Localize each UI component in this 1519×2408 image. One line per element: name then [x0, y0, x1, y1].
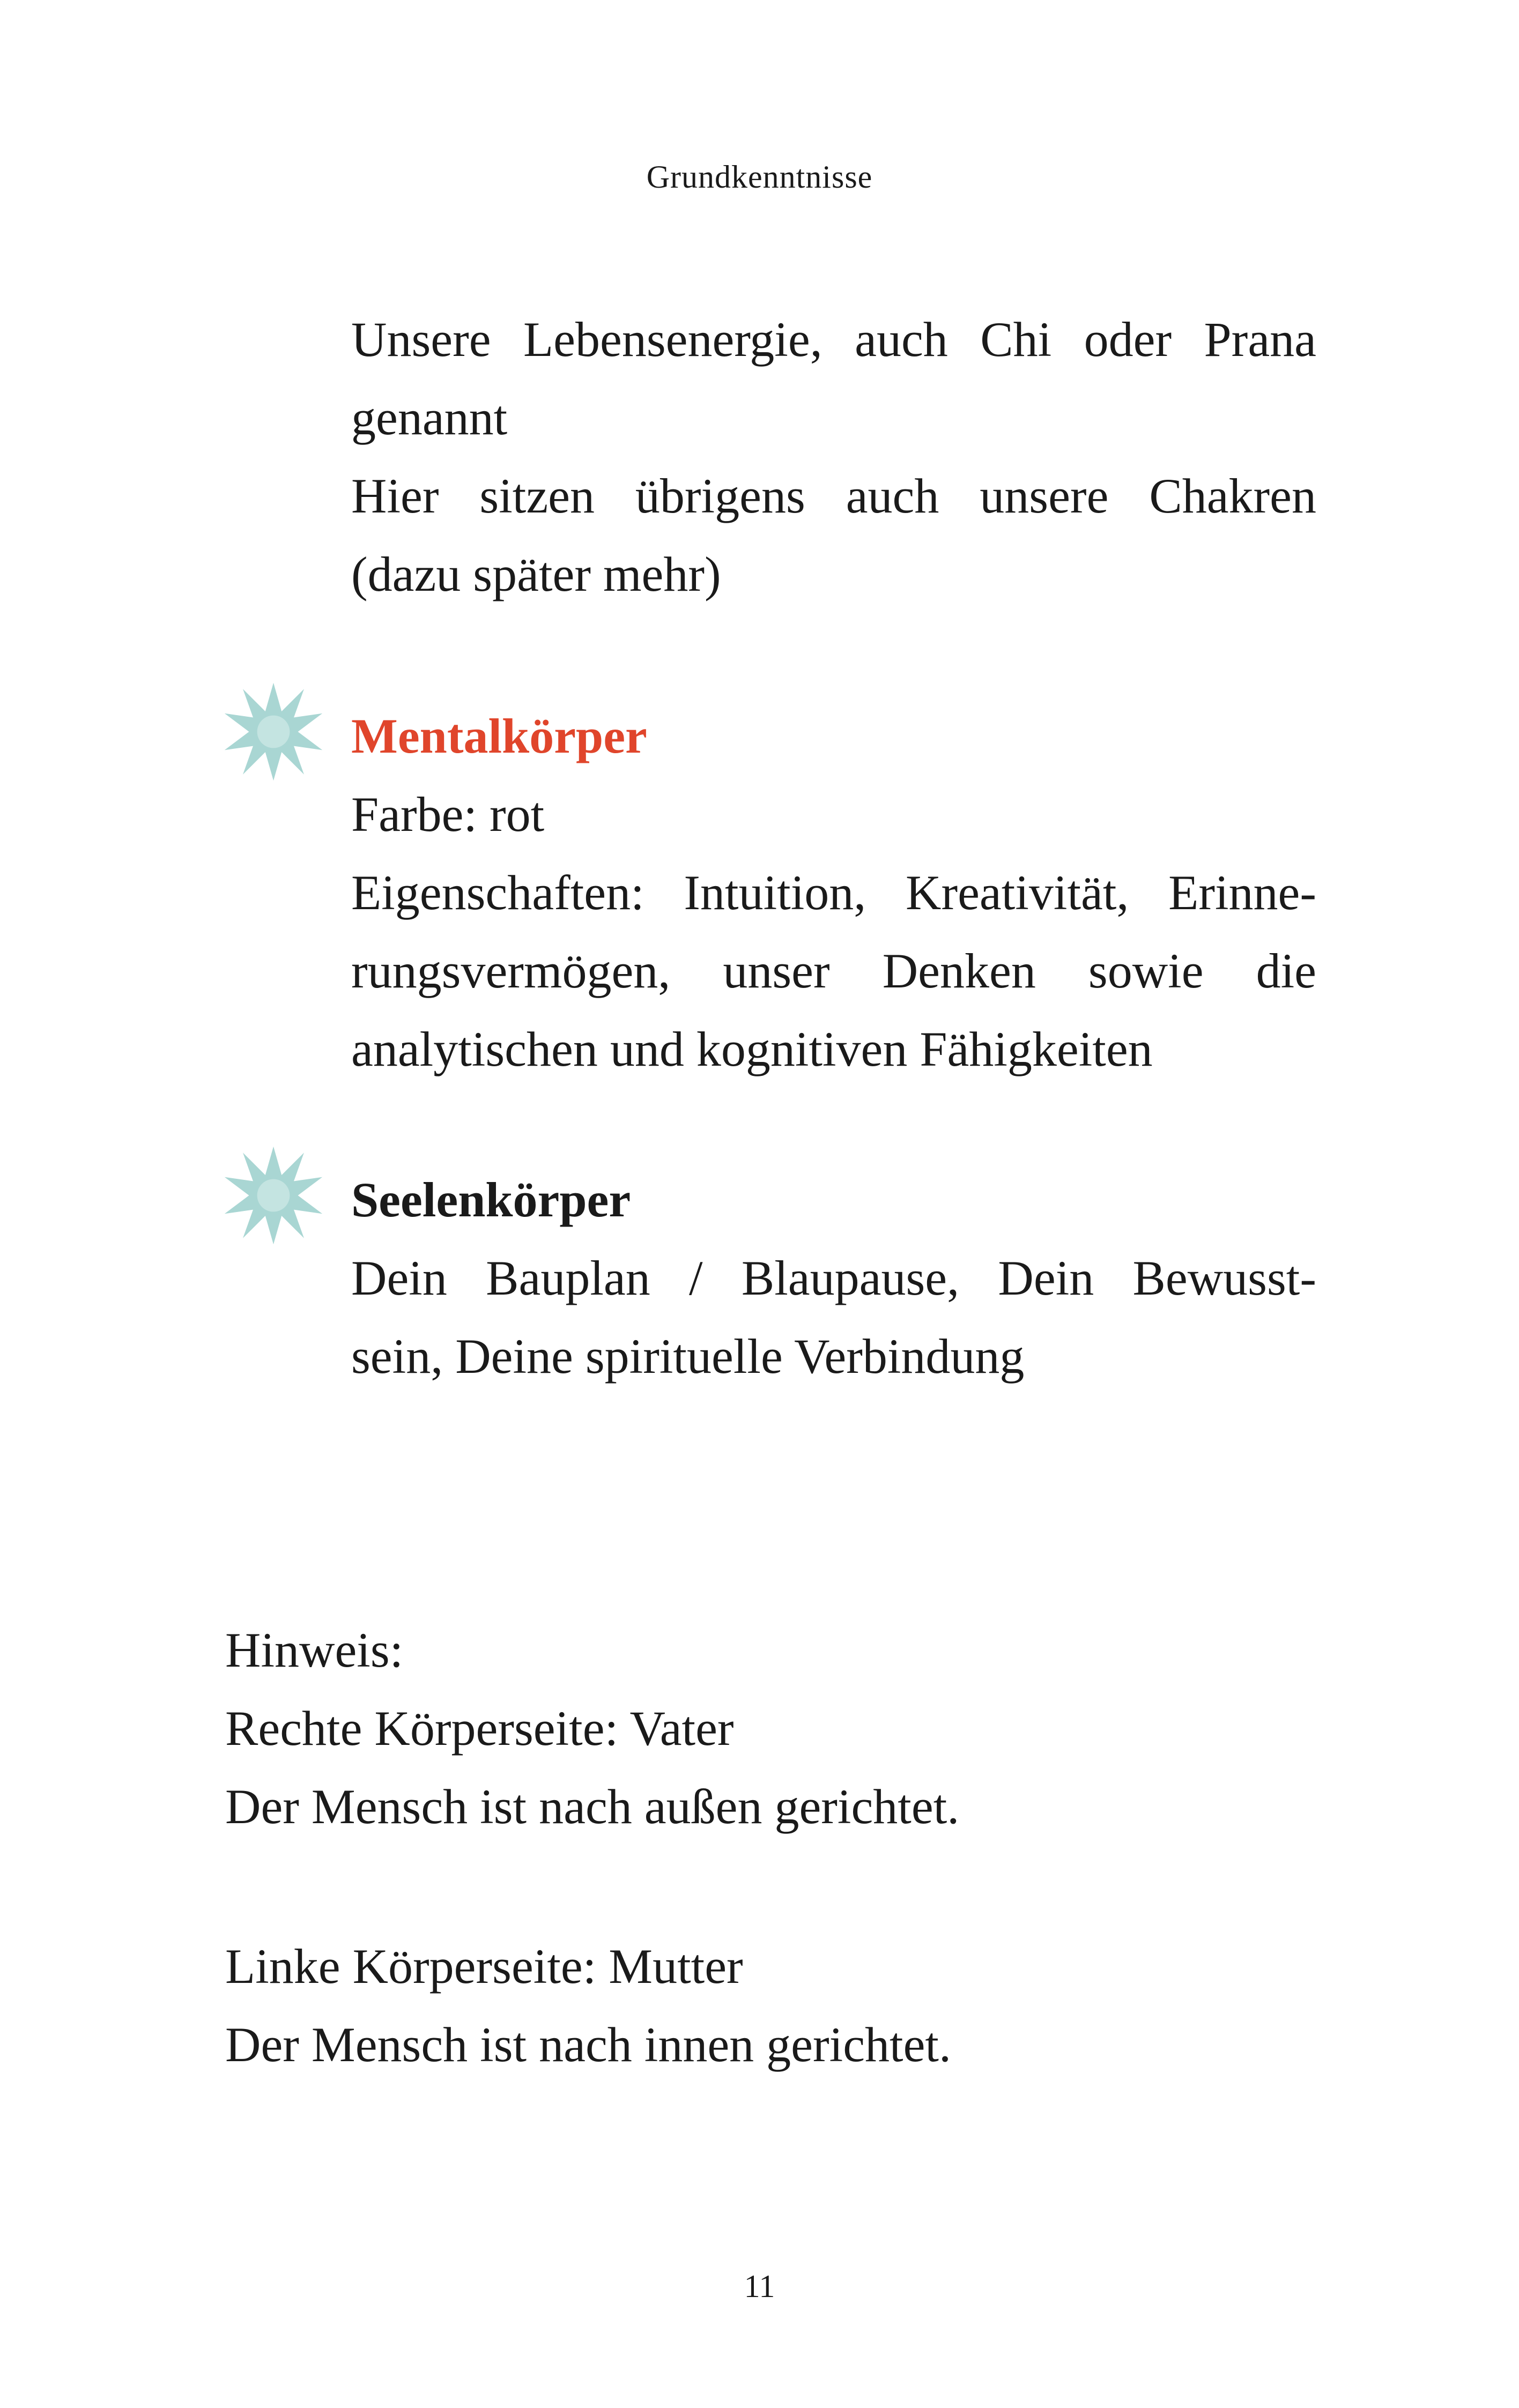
intro-line-3: Hier sitzen übrigens auch unsere Chakren: [351, 469, 1316, 523]
seelen-line-2: sein, Deine spirituelle Verbindung: [351, 1329, 1025, 1384]
intro-line-4: (dazu später mehr): [351, 547, 721, 601]
running-head: Grundkenntnisse: [646, 159, 873, 195]
hint-block-left: [225, 1927, 1351, 2084]
mental-properties-line-3: analytischen und kognitiven Fähigkeiten: [351, 1022, 1153, 1076]
mental-color-line: Farbe: rot: [351, 787, 545, 842]
seelenkoerper-section: [351, 1161, 1316, 1395]
intro-paragraph: [351, 300, 1316, 613]
mental-properties-line-1: Eigenschaften: Intuition, Kreativität, Erinne-: [351, 865, 1316, 920]
hint-right-desc: Der Mensch ist nach außen gerichtet.: [225, 1779, 960, 1834]
seelen-line-1: Dein Bauplan / Blaupause, Dein Bewusst-: [351, 1251, 1316, 1305]
intro-line-1: Unsere Lebensenergie, auch Chi oder Prana: [351, 312, 1316, 367]
hint-block-right: [225, 1611, 1351, 1846]
hint-right-side: Rechte Körperseite: Vater: [225, 1701, 734, 1756]
mentalkoerper-section: [351, 697, 1316, 1088]
hint-left-desc: Der Mensch ist nach innen gerichtet.: [225, 2017, 951, 2072]
page-number: 11: [744, 2269, 775, 2304]
mental-properties-line-2: rungsvermögen, unser Denken sowie die: [351, 943, 1316, 998]
star-burst-icon: [223, 1144, 324, 1246]
star-burst-icon: [223, 681, 324, 783]
hint-label: Hinweis:: [225, 1623, 404, 1677]
intro-line-2: genannt: [351, 390, 508, 445]
mentalkoerper-heading: Mentalkörper: [351, 709, 647, 763]
hint-left-side: Linke Körperseite: Mutter: [225, 1939, 743, 1994]
seelenkoerper-heading: Seelenkörper: [351, 1172, 631, 1227]
